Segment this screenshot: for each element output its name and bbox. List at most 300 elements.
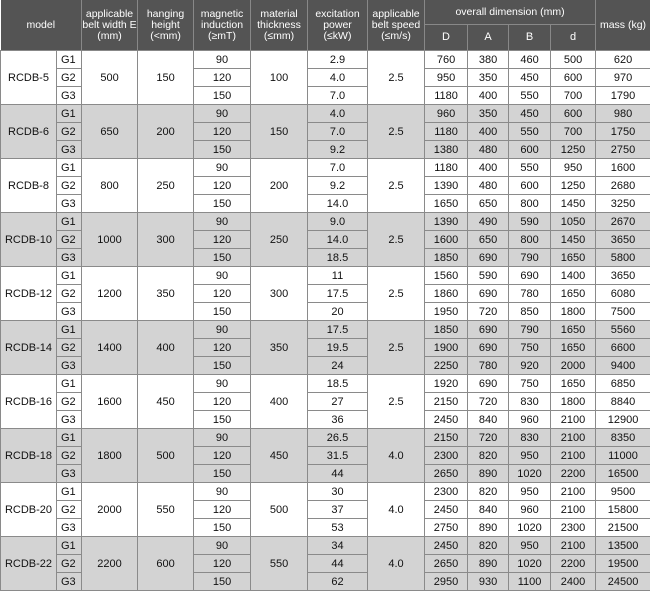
grade-cell: G1: [57, 537, 82, 555]
dim-B-cell: 800: [509, 195, 551, 213]
dim-B-cell: 450: [509, 69, 551, 87]
grade-cell: G2: [57, 555, 82, 573]
dim-A-cell: 690: [468, 321, 509, 339]
belt-speed-cell: 2.5: [368, 213, 425, 267]
table-row: [1, 51, 650, 69]
excitation-power-cell: 27: [308, 393, 368, 411]
mass-cell: 1750: [596, 123, 650, 141]
belt-width-cell: 500: [82, 51, 138, 105]
dim-A-cell: 650: [468, 231, 509, 249]
dim-B-cell: 1020: [509, 555, 551, 573]
grade-cell: G1: [57, 213, 82, 231]
grade-cell: G1: [57, 267, 82, 285]
table-row: [1, 483, 650, 501]
dim-d-cell: 2100: [551, 411, 596, 429]
table-row: [1, 159, 650, 177]
magnetic-induction-cell: 150: [194, 195, 251, 213]
grade-cell: G3: [57, 141, 82, 159]
dim-d-cell: 1800: [551, 393, 596, 411]
dim-d-cell: 2000: [551, 357, 596, 375]
dim-A-cell: 350: [468, 69, 509, 87]
dim-B-cell: 600: [509, 177, 551, 195]
magnetic-induction-cell: 120: [194, 393, 251, 411]
magnetic-induction-cell: 150: [194, 303, 251, 321]
header-dim-B: B: [509, 25, 551, 51]
dim-D-cell: 1920: [425, 375, 468, 393]
belt-width-cell: 2000: [82, 483, 138, 537]
header-model: model: [1, 0, 82, 51]
dim-B-cell: 830: [509, 393, 551, 411]
mass-cell: 15800: [596, 501, 650, 519]
magnetic-induction-cell: 90: [194, 483, 251, 501]
dim-D-cell: 2150: [425, 429, 468, 447]
dim-B-cell: 920: [509, 357, 551, 375]
dim-d-cell: 1250: [551, 141, 596, 159]
dim-B-cell: 750: [509, 339, 551, 357]
mass-cell: 13500: [596, 537, 650, 555]
magnetic-induction-cell: 120: [194, 501, 251, 519]
dim-A-cell: 820: [468, 483, 509, 501]
magnetic-induction-cell: 120: [194, 555, 251, 573]
dim-A-cell: 820: [468, 447, 509, 465]
mass-cell: 11000: [596, 447, 650, 465]
dim-A-cell: 690: [468, 375, 509, 393]
excitation-power-cell: 9.2: [308, 177, 368, 195]
dim-D-cell: 2250: [425, 357, 468, 375]
dim-A-cell: 840: [468, 501, 509, 519]
excitation-power-cell: 7.0: [308, 159, 368, 177]
dim-B-cell: 950: [509, 537, 551, 555]
dim-D-cell: 1950: [425, 303, 468, 321]
excitation-power-cell: 17.5: [308, 321, 368, 339]
excitation-power-cell: 18.5: [308, 249, 368, 267]
header-dim-A: A: [468, 25, 509, 51]
grade-cell: G3: [57, 519, 82, 537]
model-cell: RCDB-14: [1, 321, 57, 375]
belt-width-cell: 1400: [82, 321, 138, 375]
excitation-power-cell: 11: [308, 267, 368, 285]
dim-d-cell: 1450: [551, 231, 596, 249]
dim-B-cell: 550: [509, 87, 551, 105]
dim-D-cell: 1900: [425, 339, 468, 357]
header-material-thickness: material thickness (≤mm): [251, 0, 308, 51]
mass-cell: 2670: [596, 213, 650, 231]
mass-cell: 6080: [596, 285, 650, 303]
dim-d-cell: 600: [551, 105, 596, 123]
mass-cell: 6600: [596, 339, 650, 357]
dim-d-cell: 950: [551, 159, 596, 177]
belt-speed-cell: 2.5: [368, 51, 425, 105]
magnetic-induction-cell: 90: [194, 321, 251, 339]
dim-D-cell: 2450: [425, 537, 468, 555]
mass-cell: 1600: [596, 159, 650, 177]
excitation-power-cell: 19.5: [308, 339, 368, 357]
dim-d-cell: 1650: [551, 249, 596, 267]
dim-d-cell: 2200: [551, 465, 596, 483]
grade-cell: G3: [57, 465, 82, 483]
header-magnetic-induction: magnetic induction (≥mT): [194, 0, 251, 51]
material-thickness-cell: 500: [251, 483, 308, 537]
dim-d-cell: 2100: [551, 483, 596, 501]
grade-cell: G2: [57, 231, 82, 249]
dim-d-cell: 1650: [551, 321, 596, 339]
belt-width-cell: 1800: [82, 429, 138, 483]
belt-width-cell: 650: [82, 105, 138, 159]
dim-D-cell: 1390: [425, 177, 468, 195]
magnetic-induction-cell: 120: [194, 447, 251, 465]
dim-A-cell: 890: [468, 519, 509, 537]
excitation-power-cell: 44: [308, 555, 368, 573]
mass-cell: 5800: [596, 249, 650, 267]
header-overall-dimension: overall dimension (mm): [425, 0, 596, 25]
model-cell: RCDB-10: [1, 213, 57, 267]
magnetic-induction-cell: 120: [194, 285, 251, 303]
belt-speed-cell: 2.5: [368, 321, 425, 375]
dim-B-cell: 960: [509, 411, 551, 429]
excitation-power-cell: 14.0: [308, 231, 368, 249]
header-hanging-height: hanging height (<mm): [138, 0, 194, 51]
table-row: [1, 267, 650, 285]
dim-B-cell: 550: [509, 159, 551, 177]
excitation-power-cell: 7.0: [308, 87, 368, 105]
material-thickness-cell: 550: [251, 537, 308, 591]
model-cell: RCDB-6: [1, 105, 57, 159]
dim-D-cell: 2950: [425, 573, 468, 591]
grade-cell: G1: [57, 105, 82, 123]
dim-B-cell: 1100: [509, 573, 551, 591]
belt-speed-cell: 2.5: [368, 105, 425, 159]
dim-d-cell: 1800: [551, 303, 596, 321]
dim-d-cell: 1050: [551, 213, 596, 231]
magnetic-induction-cell: 120: [194, 69, 251, 87]
magnetic-induction-cell: 90: [194, 105, 251, 123]
dim-d-cell: 2100: [551, 537, 596, 555]
excitation-power-cell: 34: [308, 537, 368, 555]
magnetic-induction-cell: 90: [194, 375, 251, 393]
dim-A-cell: 480: [468, 177, 509, 195]
belt-width-cell: 2200: [82, 537, 138, 591]
material-thickness-cell: 350: [251, 321, 308, 375]
mass-cell: 1790: [596, 87, 650, 105]
mass-cell: 620: [596, 51, 650, 69]
dim-B-cell: 850: [509, 303, 551, 321]
mass-cell: 6850: [596, 375, 650, 393]
hanging-height-cell: 450: [138, 375, 194, 429]
hanging-height-cell: 500: [138, 429, 194, 483]
dim-A-cell: 490: [468, 213, 509, 231]
mass-cell: 12900: [596, 411, 650, 429]
dim-d-cell: 500: [551, 51, 596, 69]
dim-B-cell: 780: [509, 285, 551, 303]
grade-cell: G2: [57, 123, 82, 141]
header-dim-d: d: [551, 25, 596, 51]
dim-D-cell: 1600: [425, 231, 468, 249]
magnetic-induction-cell: 150: [194, 141, 251, 159]
excitation-power-cell: 18.5: [308, 375, 368, 393]
mass-cell: 980: [596, 105, 650, 123]
dim-D-cell: 1850: [425, 321, 468, 339]
magnetic-induction-cell: 150: [194, 519, 251, 537]
dim-B-cell: 800: [509, 231, 551, 249]
mass-cell: 9400: [596, 357, 650, 375]
excitation-power-cell: 7.0: [308, 123, 368, 141]
dim-D-cell: 2300: [425, 447, 468, 465]
model-cell: RCDB-20: [1, 483, 57, 537]
excitation-power-cell: 24: [308, 357, 368, 375]
dim-B-cell: 460: [509, 51, 551, 69]
dim-d-cell: 1400: [551, 267, 596, 285]
excitation-power-cell: 26.5: [308, 429, 368, 447]
grade-cell: G2: [57, 393, 82, 411]
hanging-height-cell: 350: [138, 267, 194, 321]
mass-cell: 8350: [596, 429, 650, 447]
excitation-power-cell: 9.0: [308, 213, 368, 231]
magnetic-induction-cell: 90: [194, 213, 251, 231]
dim-A-cell: 720: [468, 303, 509, 321]
excitation-power-cell: 4.0: [308, 69, 368, 87]
grade-cell: G3: [57, 195, 82, 213]
dim-D-cell: 1850: [425, 249, 468, 267]
mass-cell: 2750: [596, 141, 650, 159]
mass-cell: 24500: [596, 573, 650, 591]
header-excitation-power: excitation power (≤kW): [308, 0, 368, 51]
material-thickness-cell: 400: [251, 375, 308, 429]
dim-D-cell: 2450: [425, 411, 468, 429]
dim-B-cell: 790: [509, 321, 551, 339]
dim-B-cell: 830: [509, 429, 551, 447]
excitation-power-cell: 30: [308, 483, 368, 501]
mass-cell: 21500: [596, 519, 650, 537]
belt-speed-cell: 2.5: [368, 267, 425, 321]
header-belt-speed: applicable belt speed (≤m/s): [368, 0, 425, 51]
dim-D-cell: 1560: [425, 267, 468, 285]
belt-speed-cell: 4.0: [368, 429, 425, 483]
header-mass: mass (kg): [596, 0, 650, 51]
dim-d-cell: 1650: [551, 375, 596, 393]
dim-D-cell: 2300: [425, 483, 468, 501]
table-header: [1, 0, 650, 51]
model-cell: RCDB-5: [1, 51, 57, 105]
dim-A-cell: 890: [468, 555, 509, 573]
dim-B-cell: 950: [509, 447, 551, 465]
mass-cell: 3650: [596, 267, 650, 285]
dim-A-cell: 720: [468, 429, 509, 447]
dim-D-cell: 2650: [425, 465, 468, 483]
grade-cell: G1: [57, 159, 82, 177]
mass-cell: 3650: [596, 231, 650, 249]
dim-A-cell: 400: [468, 123, 509, 141]
table-row: [1, 375, 650, 393]
material-thickness-cell: 450: [251, 429, 308, 483]
excitation-power-cell: 37: [308, 501, 368, 519]
grade-cell: G3: [57, 573, 82, 591]
dim-A-cell: 780: [468, 357, 509, 375]
material-thickness-cell: 200: [251, 159, 308, 213]
hanging-height-cell: 200: [138, 105, 194, 159]
dim-B-cell: 1020: [509, 519, 551, 537]
excitation-power-cell: 17.5: [308, 285, 368, 303]
grade-cell: G2: [57, 69, 82, 87]
mass-cell: 9500: [596, 483, 650, 501]
grade-cell: G1: [57, 51, 82, 69]
excitation-power-cell: 4.0: [308, 105, 368, 123]
mass-cell: 8840: [596, 393, 650, 411]
dim-B-cell: 790: [509, 249, 551, 267]
dim-B-cell: 1020: [509, 465, 551, 483]
belt-speed-cell: 2.5: [368, 159, 425, 213]
dim-D-cell: 1390: [425, 213, 468, 231]
belt-speed-cell: 4.0: [368, 483, 425, 537]
material-thickness-cell: 300: [251, 267, 308, 321]
dim-d-cell: 1650: [551, 285, 596, 303]
dim-A-cell: 690: [468, 249, 509, 267]
grade-cell: G1: [57, 375, 82, 393]
dim-A-cell: 650: [468, 195, 509, 213]
magnetic-induction-cell: 150: [194, 357, 251, 375]
dim-B-cell: 590: [509, 213, 551, 231]
material-thickness-cell: 100: [251, 51, 308, 105]
hanging-height-cell: 300: [138, 213, 194, 267]
magnetic-induction-cell: 150: [194, 87, 251, 105]
magnetic-induction-cell: 90: [194, 537, 251, 555]
dim-D-cell: 1860: [425, 285, 468, 303]
belt-speed-cell: 2.5: [368, 375, 425, 429]
dim-B-cell: 750: [509, 375, 551, 393]
grade-cell: G1: [57, 321, 82, 339]
dim-D-cell: 960: [425, 105, 468, 123]
dim-A-cell: 400: [468, 87, 509, 105]
dim-A-cell: 590: [468, 267, 509, 285]
model-cell: RCDB-16: [1, 375, 57, 429]
magnetic-induction-cell: 90: [194, 429, 251, 447]
dim-d-cell: 2100: [551, 447, 596, 465]
dim-D-cell: 1180: [425, 159, 468, 177]
mass-cell: 5560: [596, 321, 650, 339]
material-thickness-cell: 150: [251, 105, 308, 159]
header-belt-width: applicable belt width E (mm): [82, 0, 138, 51]
dim-D-cell: 2450: [425, 501, 468, 519]
dim-D-cell: 760: [425, 51, 468, 69]
dim-A-cell: 720: [468, 393, 509, 411]
magnetic-induction-cell: 120: [194, 339, 251, 357]
belt-width-cell: 1200: [82, 267, 138, 321]
grade-cell: G3: [57, 411, 82, 429]
magnetic-induction-cell: 150: [194, 573, 251, 591]
dim-D-cell: 1180: [425, 123, 468, 141]
magnetic-induction-cell: 120: [194, 123, 251, 141]
grade-cell: G1: [57, 429, 82, 447]
dim-A-cell: 820: [468, 537, 509, 555]
magnetic-induction-cell: 90: [194, 159, 251, 177]
magnetic-induction-cell: 120: [194, 177, 251, 195]
grade-cell: G3: [57, 87, 82, 105]
grade-cell: G3: [57, 249, 82, 267]
grade-cell: G1: [57, 483, 82, 501]
mass-cell: 2680: [596, 177, 650, 195]
table-row: [1, 429, 650, 447]
table-row: [1, 213, 650, 231]
model-cell: RCDB-22: [1, 537, 57, 591]
dim-B-cell: 550: [509, 123, 551, 141]
excitation-power-cell: 20: [308, 303, 368, 321]
excitation-power-cell: 53: [308, 519, 368, 537]
grade-cell: G3: [57, 303, 82, 321]
hanging-height-cell: 600: [138, 537, 194, 591]
dim-D-cell: 950: [425, 69, 468, 87]
dim-D-cell: 1650: [425, 195, 468, 213]
belt-width-cell: 1600: [82, 375, 138, 429]
belt-width-cell: 800: [82, 159, 138, 213]
table-row: [1, 105, 650, 123]
material-thickness-cell: 250: [251, 213, 308, 267]
dim-A-cell: 690: [468, 339, 509, 357]
magnetic-induction-cell: 120: [194, 231, 251, 249]
dim-A-cell: 350: [468, 105, 509, 123]
excitation-power-cell: 36: [308, 411, 368, 429]
excitation-power-cell: 62: [308, 573, 368, 591]
dim-D-cell: 1380: [425, 141, 468, 159]
dim-A-cell: 890: [468, 465, 509, 483]
dim-d-cell: 1650: [551, 339, 596, 357]
mass-cell: 970: [596, 69, 650, 87]
dim-D-cell: 1180: [425, 87, 468, 105]
belt-width-cell: 1000: [82, 213, 138, 267]
grade-cell: G2: [57, 285, 82, 303]
hanging-height-cell: 400: [138, 321, 194, 375]
grade-cell: G2: [57, 447, 82, 465]
grade-cell: G2: [57, 501, 82, 519]
table-row: [1, 321, 650, 339]
magnetic-induction-cell: 90: [194, 51, 251, 69]
dim-A-cell: 840: [468, 411, 509, 429]
hanging-height-cell: 550: [138, 483, 194, 537]
dim-d-cell: 2100: [551, 501, 596, 519]
grade-cell: G2: [57, 339, 82, 357]
header-dim-D: D: [425, 25, 468, 51]
dim-A-cell: 480: [468, 141, 509, 159]
excitation-power-cell: 44: [308, 465, 368, 483]
belt-speed-cell: 4.0: [368, 537, 425, 591]
dim-B-cell: 450: [509, 105, 551, 123]
dim-D-cell: 2150: [425, 393, 468, 411]
dim-d-cell: 600: [551, 69, 596, 87]
excitation-power-cell: 2.9: [308, 51, 368, 69]
grade-cell: G3: [57, 357, 82, 375]
magnetic-induction-cell: 150: [194, 465, 251, 483]
mass-cell: 19500: [596, 555, 650, 573]
dim-d-cell: 2100: [551, 429, 596, 447]
model-cell: RCDB-12: [1, 267, 57, 321]
mass-cell: 3250: [596, 195, 650, 213]
dim-A-cell: 930: [468, 573, 509, 591]
dim-B-cell: 600: [509, 141, 551, 159]
dim-d-cell: 1250: [551, 177, 596, 195]
magnetic-induction-cell: 150: [194, 249, 251, 267]
dim-B-cell: 960: [509, 501, 551, 519]
dim-A-cell: 690: [468, 285, 509, 303]
hanging-height-cell: 250: [138, 159, 194, 213]
dim-d-cell: 2300: [551, 519, 596, 537]
dim-B-cell: 950: [509, 483, 551, 501]
model-cell: RCDB-8: [1, 159, 57, 213]
dim-B-cell: 690: [509, 267, 551, 285]
dim-D-cell: 2650: [425, 555, 468, 573]
dim-d-cell: 2400: [551, 573, 596, 591]
dim-d-cell: 700: [551, 123, 596, 141]
magnetic-induction-cell: 90: [194, 267, 251, 285]
excitation-power-cell: 9.2: [308, 141, 368, 159]
dim-d-cell: 1450: [551, 195, 596, 213]
